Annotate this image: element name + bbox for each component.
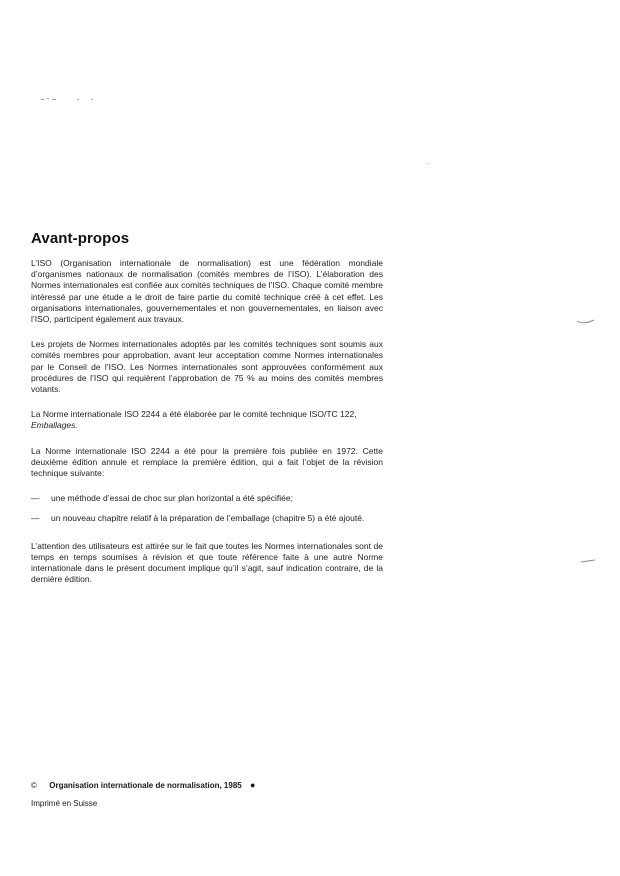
dash-marker: —	[31, 493, 40, 504]
paragraph-text: La Norme internationale ISO 2244 a été élaborée par le comité technique ISO/TC 122,	[31, 409, 357, 420]
scan-speck	[52, 99, 56, 100]
printed-in: Imprimé en Suisse	[31, 799, 98, 808]
foreword-body	[31, 258, 383, 599]
copyright-symbol: ©	[31, 781, 37, 790]
scan-speck	[41, 99, 44, 100]
list-item-text: un nouveau chapitre relatif à la préparation de l’emballage (chapitre 5) a été ajouté.	[51, 513, 365, 524]
scan-speck	[77, 99, 79, 100]
margin-mark	[580, 558, 596, 564]
page-title: Avant-propos	[31, 230, 130, 247]
list-item	[31, 493, 383, 504]
paragraph: L’ISO (Organisation internationale de normalisation) est une fédération mondiale d’organismes nationaux de normalisation (comités membres de l’ISO). L’élaboration des Normes internationales est confiée aux comités techniques de l’ISO. Chaque comité membre intéressé par une étude a le droit de faire partie du comité technique créé à cet effet. Les organisations internationales, gouvernementales et non gouvernementales, en liaison avec l’ISO, participent également aux travaux.	[31, 258, 383, 325]
committee-title: Emballages.	[31, 420, 78, 431]
bullet-icon: ●	[249, 780, 256, 790]
scan-speck	[427, 163, 428, 164]
paragraph	[31, 409, 383, 431]
scan-speck	[47, 98, 49, 99]
scan-speck	[91, 99, 93, 100]
copyright-line	[31, 780, 255, 790]
dash-marker: —	[31, 513, 40, 524]
list-item-text: une méthode d’essai de choc sur plan horizontal a été spécifiée;	[51, 493, 293, 504]
paragraph: La Norme internationale ISO 2244 a été pour la première fois publiée en 1972. Cette deuxième édition annule et remplace la première édition, qui a fait l’objet de la révision technique suivante:	[31, 445, 383, 479]
organization-name: Organisation internationale de normalisation, 1985	[49, 781, 242, 790]
list-item	[31, 513, 383, 524]
paragraph: Les projets de Normes internationales adoptés par les comités techniques sont soumis aux comités membres pour approbation, avant leur acceptation comme Normes internationales par le Conseil de l’ISO. Les Normes internationales sont approuvées conformément aux procédures de l’ISO qui requièrent l’approbation de 75 % au moins des comités membres votants.	[31, 339, 383, 395]
margin-mark	[576, 318, 596, 326]
paragraph: L’attention des utilisateurs est attirée sur le fait que toutes les Normes internationales sont de temps en temps soumises à révision et que toute référence faite à une autre Norme internationale dans le présent document implique qu’il s’agit, sauf indication contraire, de la dernière édition.	[31, 540, 383, 585]
